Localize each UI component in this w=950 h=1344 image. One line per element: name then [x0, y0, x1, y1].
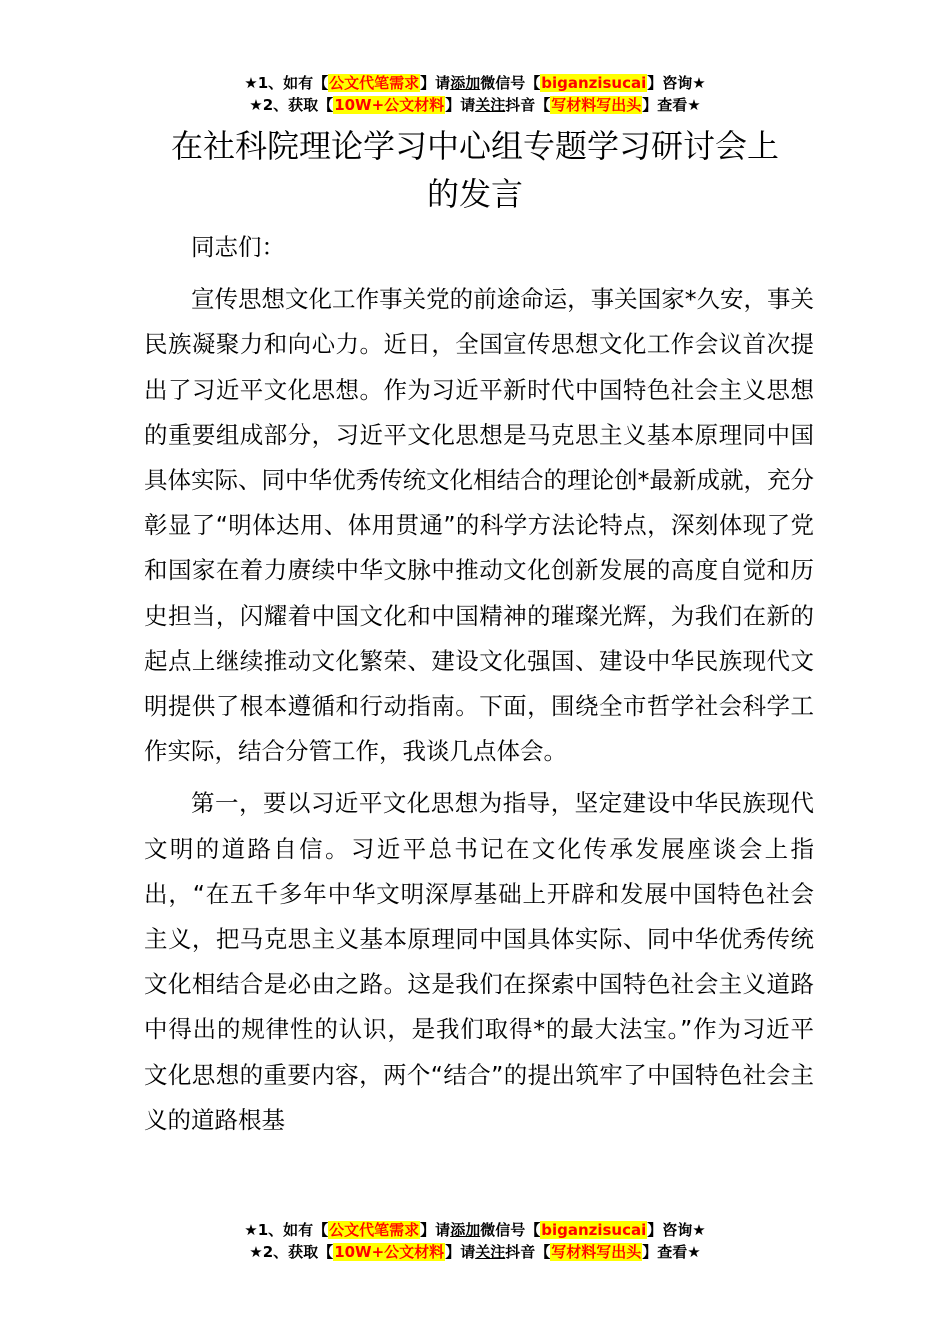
promo-highlight: 写材料写出头	[551, 1243, 642, 1261]
promo-text: ★1、如有【	[244, 1221, 329, 1239]
promo-line-2	[0, 94, 950, 116]
promo-line-1	[0, 72, 950, 94]
promo-footer	[0, 1219, 950, 1263]
promo-text: 】查看★	[642, 96, 701, 114]
promo-text: 】查看★	[642, 1243, 701, 1261]
title-line-1: 在社科院理论学习中心组专题学习研讨会上	[170, 127, 779, 165]
promo-underline: 关注	[475, 1243, 506, 1261]
paragraph-first-point: 第一，要以习近平文化思想为指导，坚定建设中华民族现代文明的道路自信。习近平总书记在文化传承发展座谈会上指出，“在五千多年中华文明深厚基础上开辟和发展中国特色社会主义，把马克思主义基本原理同中国具体实际、同中华优秀传统文化相结合是必由之路。这是我们在探索中国特色社会主义道路中得出的规律性的认识，是我们取得*的最大法宝。”作为习近平文化思想的重要内容，两个“结合”的提出筑牢了中国特色社会主义的道路根基	[144, 789, 814, 1134]
promo-header	[0, 72, 950, 116]
promo-text: ★1、如有【	[244, 74, 329, 92]
promo-text: 】咨询★	[647, 74, 706, 92]
promo-text: 抖音【	[505, 1243, 551, 1261]
promo-highlight: 公文代笔需求	[329, 1221, 420, 1239]
promo-line-1	[0, 1219, 950, 1241]
greeting: 同志们：	[191, 233, 285, 261]
promo-highlight: biganzisucai	[541, 74, 647, 92]
promo-highlight: 10W+公文材料	[334, 96, 445, 114]
promo-text: ★2、获取【	[249, 1243, 334, 1261]
promo-underline: 添加	[450, 1221, 481, 1239]
document-title	[0, 122, 950, 218]
promo-highlight: biganzisucai	[541, 1221, 647, 1239]
promo-text: 】请	[420, 74, 451, 92]
promo-line-2	[0, 1241, 950, 1263]
promo-text: 抖音【	[505, 96, 551, 114]
document-body	[144, 225, 814, 1143]
promo-highlight: 10W+公文材料	[334, 1243, 445, 1261]
promo-underline: 关注	[475, 96, 506, 114]
promo-highlight: 写材料写出头	[551, 96, 642, 114]
paragraph-intro: 宣传思想文化工作事关党的前途命运，事关国家*久安，事关民族凝聚力和向心力。近日，全国宣传思想文化工作会议首次提出了习近平文化思想。作为习近平新时代中国特色社会主义思想的重要组成部分，习近平文化思想是马克思主义基本原理同中国具体实际、同中华优秀传统文化相结合的理论创*最新成就，充分彰显了“明体达用、体用贯通”的科学方法论特点，深刻体现了党和国家在着力赓续中华文脉中推动文化创新发展的高度自觉和历史担当，闪耀着中国文化和中国精神的璀璨光辉，为我们在新的起点上继续推动文化繁荣、建设文化强国、建设中华民族现代文明提供了根本遵循和行动指南。下面，围绕全市哲学社会科学工作实际，结合分管工作，我谈几点体会。	[144, 285, 814, 766]
promo-text: ★2、获取【	[249, 96, 334, 114]
promo-text: 】咨询★	[647, 1221, 706, 1239]
promo-text: 微信号【	[480, 74, 541, 92]
promo-text: 】请	[445, 96, 476, 114]
promo-text: 】请	[420, 1221, 451, 1239]
promo-underline: 添加	[450, 74, 481, 92]
promo-highlight: 公文代笔需求	[329, 74, 420, 92]
promo-text: 微信号【	[480, 1221, 541, 1239]
title-line-2: 的发言	[426, 175, 523, 213]
promo-text: 】请	[445, 1243, 476, 1261]
